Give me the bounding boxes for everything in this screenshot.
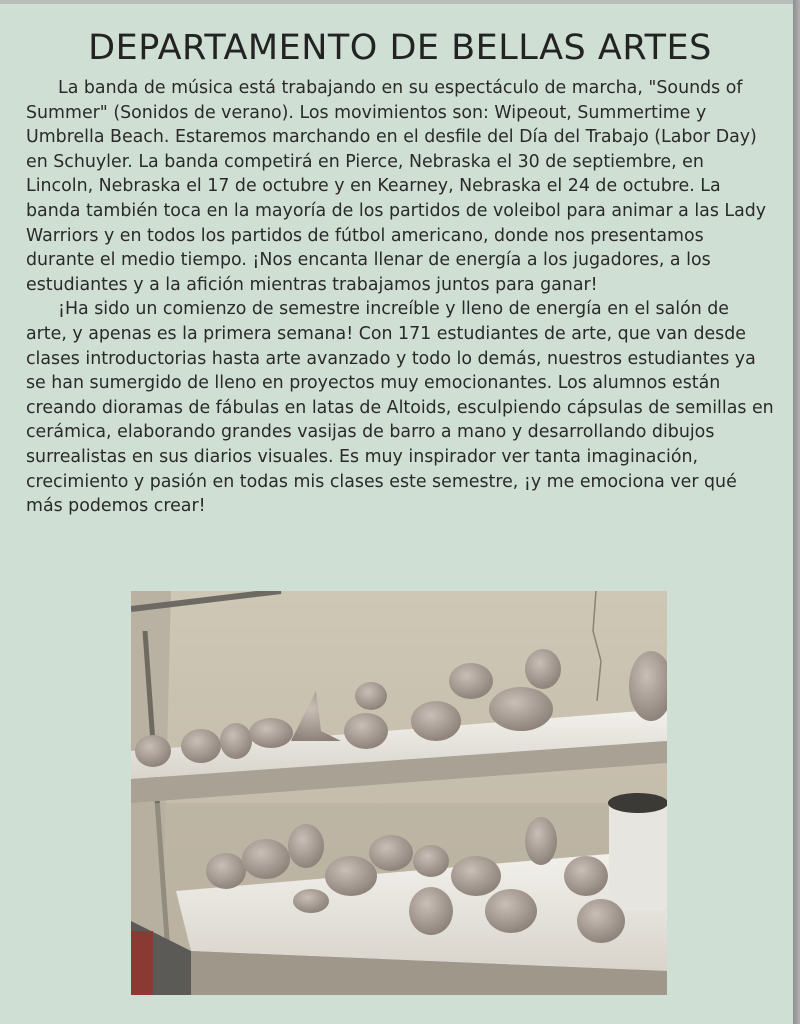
page-edge — [793, 0, 800, 1024]
ceramics-shelf-photo — [131, 591, 667, 995]
band-paragraph: La banda de música está trabajando en su espectáculo de marcha, "Sounds of Summer" (Sonidos de verano). Los movimientos son: Wipeout, Summertime y Umbrella Beach. Estaremos marchando en el desfile del Día del Trabajo (Labor Day) en Schuyler. La banda competirá en Pierce, Nebraska el 30 de septiembre, en Lincoln, Nebraska el 17 de octubre y en Kearney, Nebraska el 24 de octubre. La banda también toca en la mayoría de los partidos de voleibol para animar a las Lady Warriors y en todos los partidos de fútbol americano, donde nos presentamos durante el medio tiempo. ¡Nos encanta llenar de energía a los jugadores, a los estudiantes y a la afición mientras trabajamos juntos para ganar! — [26, 78, 767, 295]
art-paragraph: ¡Ha sido un comienzo de semestre increíble y lleno de energía en el salón de arte, y apenas es la primera semana! Con 171 estudiantes de arte, que van desde clases introductorias hasta arte avanzado y todo lo demás, nuestros estudiantes ya se han sumergido de lleno en proyectos muy emocionantes. Los alumnos están creando dioramas de fábulas en latas de Altoids, esculpiendo cápsulas de semillas en cerámica, elaborando grandes vasijas de barro a mano y desarrollando dibujos surrealistas en sus diarios visuales. Es muy inspirador ver tanta imaginación, crecimiento y pasión en todas mis clases este semestre, ¡y me emociona ver qué más podemos crear! — [26, 299, 774, 517]
article-body — [26, 76, 774, 519]
page-title: DEPARTAMENTO DE BELLAS ARTES — [88, 28, 712, 68]
